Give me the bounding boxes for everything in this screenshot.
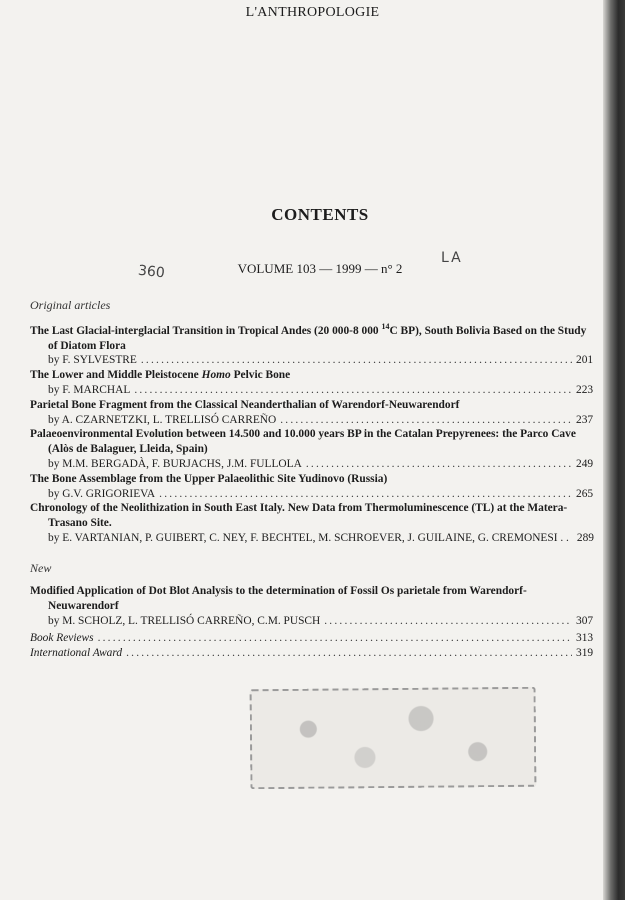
toc-entry-book-reviews[interactable]	[30, 631, 594, 646]
toc-entry-international-award[interactable]	[30, 646, 594, 661]
article-author-row	[30, 531, 594, 546]
page-number: 223	[576, 383, 594, 396]
article-author-row	[30, 457, 594, 472]
article-title: The Last Glacial-interglacial Transition in Tropical Andes (20 000-8 000 $^{14}$C BP), South Bolivia Based on the Study of Diatom Flora	[30, 322, 587, 352]
handwritten-note-right: LA	[441, 250, 463, 266]
toc-extras	[30, 631, 594, 661]
article-author-row	[30, 614, 594, 629]
article-title: Chronology of the Neolithization in South East Italy. New Data from Thermoluminescence (TL) at the Matera-Trasano Site.	[30, 502, 568, 530]
article-author-row	[30, 353, 594, 368]
article-authors: by F. SYLVESTRE	[48, 354, 137, 367]
page-number: 319	[576, 646, 594, 659]
article-authors: by M.M. BERGADÀ, F. BURJACHS, J.M. FULLOLA	[48, 457, 302, 470]
section-label-new: New	[30, 561, 52, 575]
article-authors: by E. VARTANIAN, P. GUIBERT, C. NEY, F. BECHTEL, M. SCHROEVER, J. GUILAINE, G. CREMONESI . .	[48, 531, 569, 544]
article-title: The Lower and Middle Pleistocene Homo Pelvic Bone	[30, 369, 291, 382]
article-title: Palaeoenvironmental Evolution between 14.500 and 10.000 years BP in the Catalan Prepyrenees: the Parco Cave (Alòs de Balaguer, Lleida, Spain)	[30, 428, 576, 456]
contents-title: CONTENTS	[271, 205, 369, 224]
page-number: 289	[576, 531, 594, 544]
book-binding-shadow	[603, 0, 625, 900]
toc-entry[interactable]	[30, 584, 594, 628]
article-authors: by M. SCHOLZ, L. TRELLISÓ CARREÑO, C.M. PUSCH	[48, 614, 321, 627]
dot-leader	[280, 413, 572, 428]
dot-leader	[141, 353, 572, 368]
library-stamp	[250, 687, 537, 789]
toc-entry[interactable]	[30, 320, 594, 368]
article-authors: by A. CZARNETZKI, L. TRELLISÓ CARREÑO	[48, 413, 277, 426]
extra-label: International Award	[30, 646, 123, 659]
toc-entry[interactable]	[30, 472, 594, 502]
dot-leader	[306, 457, 572, 472]
handwritten-note-left: 360	[137, 262, 166, 282]
dot-leader	[324, 614, 572, 629]
article-author-row	[30, 383, 594, 398]
dot-leader	[159, 487, 572, 502]
toc-original-articles	[30, 320, 594, 546]
dot-leader	[134, 383, 572, 398]
page-number: 307	[576, 614, 594, 627]
journal-header: L'ANTHROPOLOGIE	[245, 5, 380, 20]
dot-leader	[126, 646, 572, 661]
page-number: 313	[576, 632, 594, 644]
article-title: Parietal Bone Fragment from the Classical Neanderthalian of Warendorf-Neuwarendorf	[30, 398, 460, 411]
article-authors: by G.V. GRIGORIEVA	[48, 487, 156, 500]
page-number: 249	[576, 457, 594, 470]
page-number: 265	[576, 487, 594, 500]
volume-line: VOLUME 103 — 1999 — n° 2	[237, 261, 403, 276]
page-number: 201	[576, 354, 594, 367]
toc-entry[interactable]	[30, 501, 594, 545]
article-title: The Bone Assemblage from the Upper Palaeolithic Site Yudinovo (Russia)	[30, 472, 388, 485]
toc-entry[interactable]	[30, 398, 594, 428]
extra-label: Book Reviews	[30, 632, 94, 644]
article-author-row	[30, 413, 594, 428]
article-author-row	[30, 487, 594, 502]
toc-entry[interactable]	[30, 368, 594, 398]
section-label-original: Original articles	[30, 298, 111, 312]
article-title: Modified Application of Dot Blot Analysis to the determination of Fossil Os parietale from Warendorf-Neuwarendorf	[30, 585, 527, 612]
page-number: 237	[576, 413, 594, 426]
toc-new-articles	[30, 584, 594, 628]
article-authors: by F. MARCHAL	[48, 383, 131, 396]
toc-entry[interactable]	[30, 427, 594, 471]
dot-leader	[98, 631, 572, 646]
